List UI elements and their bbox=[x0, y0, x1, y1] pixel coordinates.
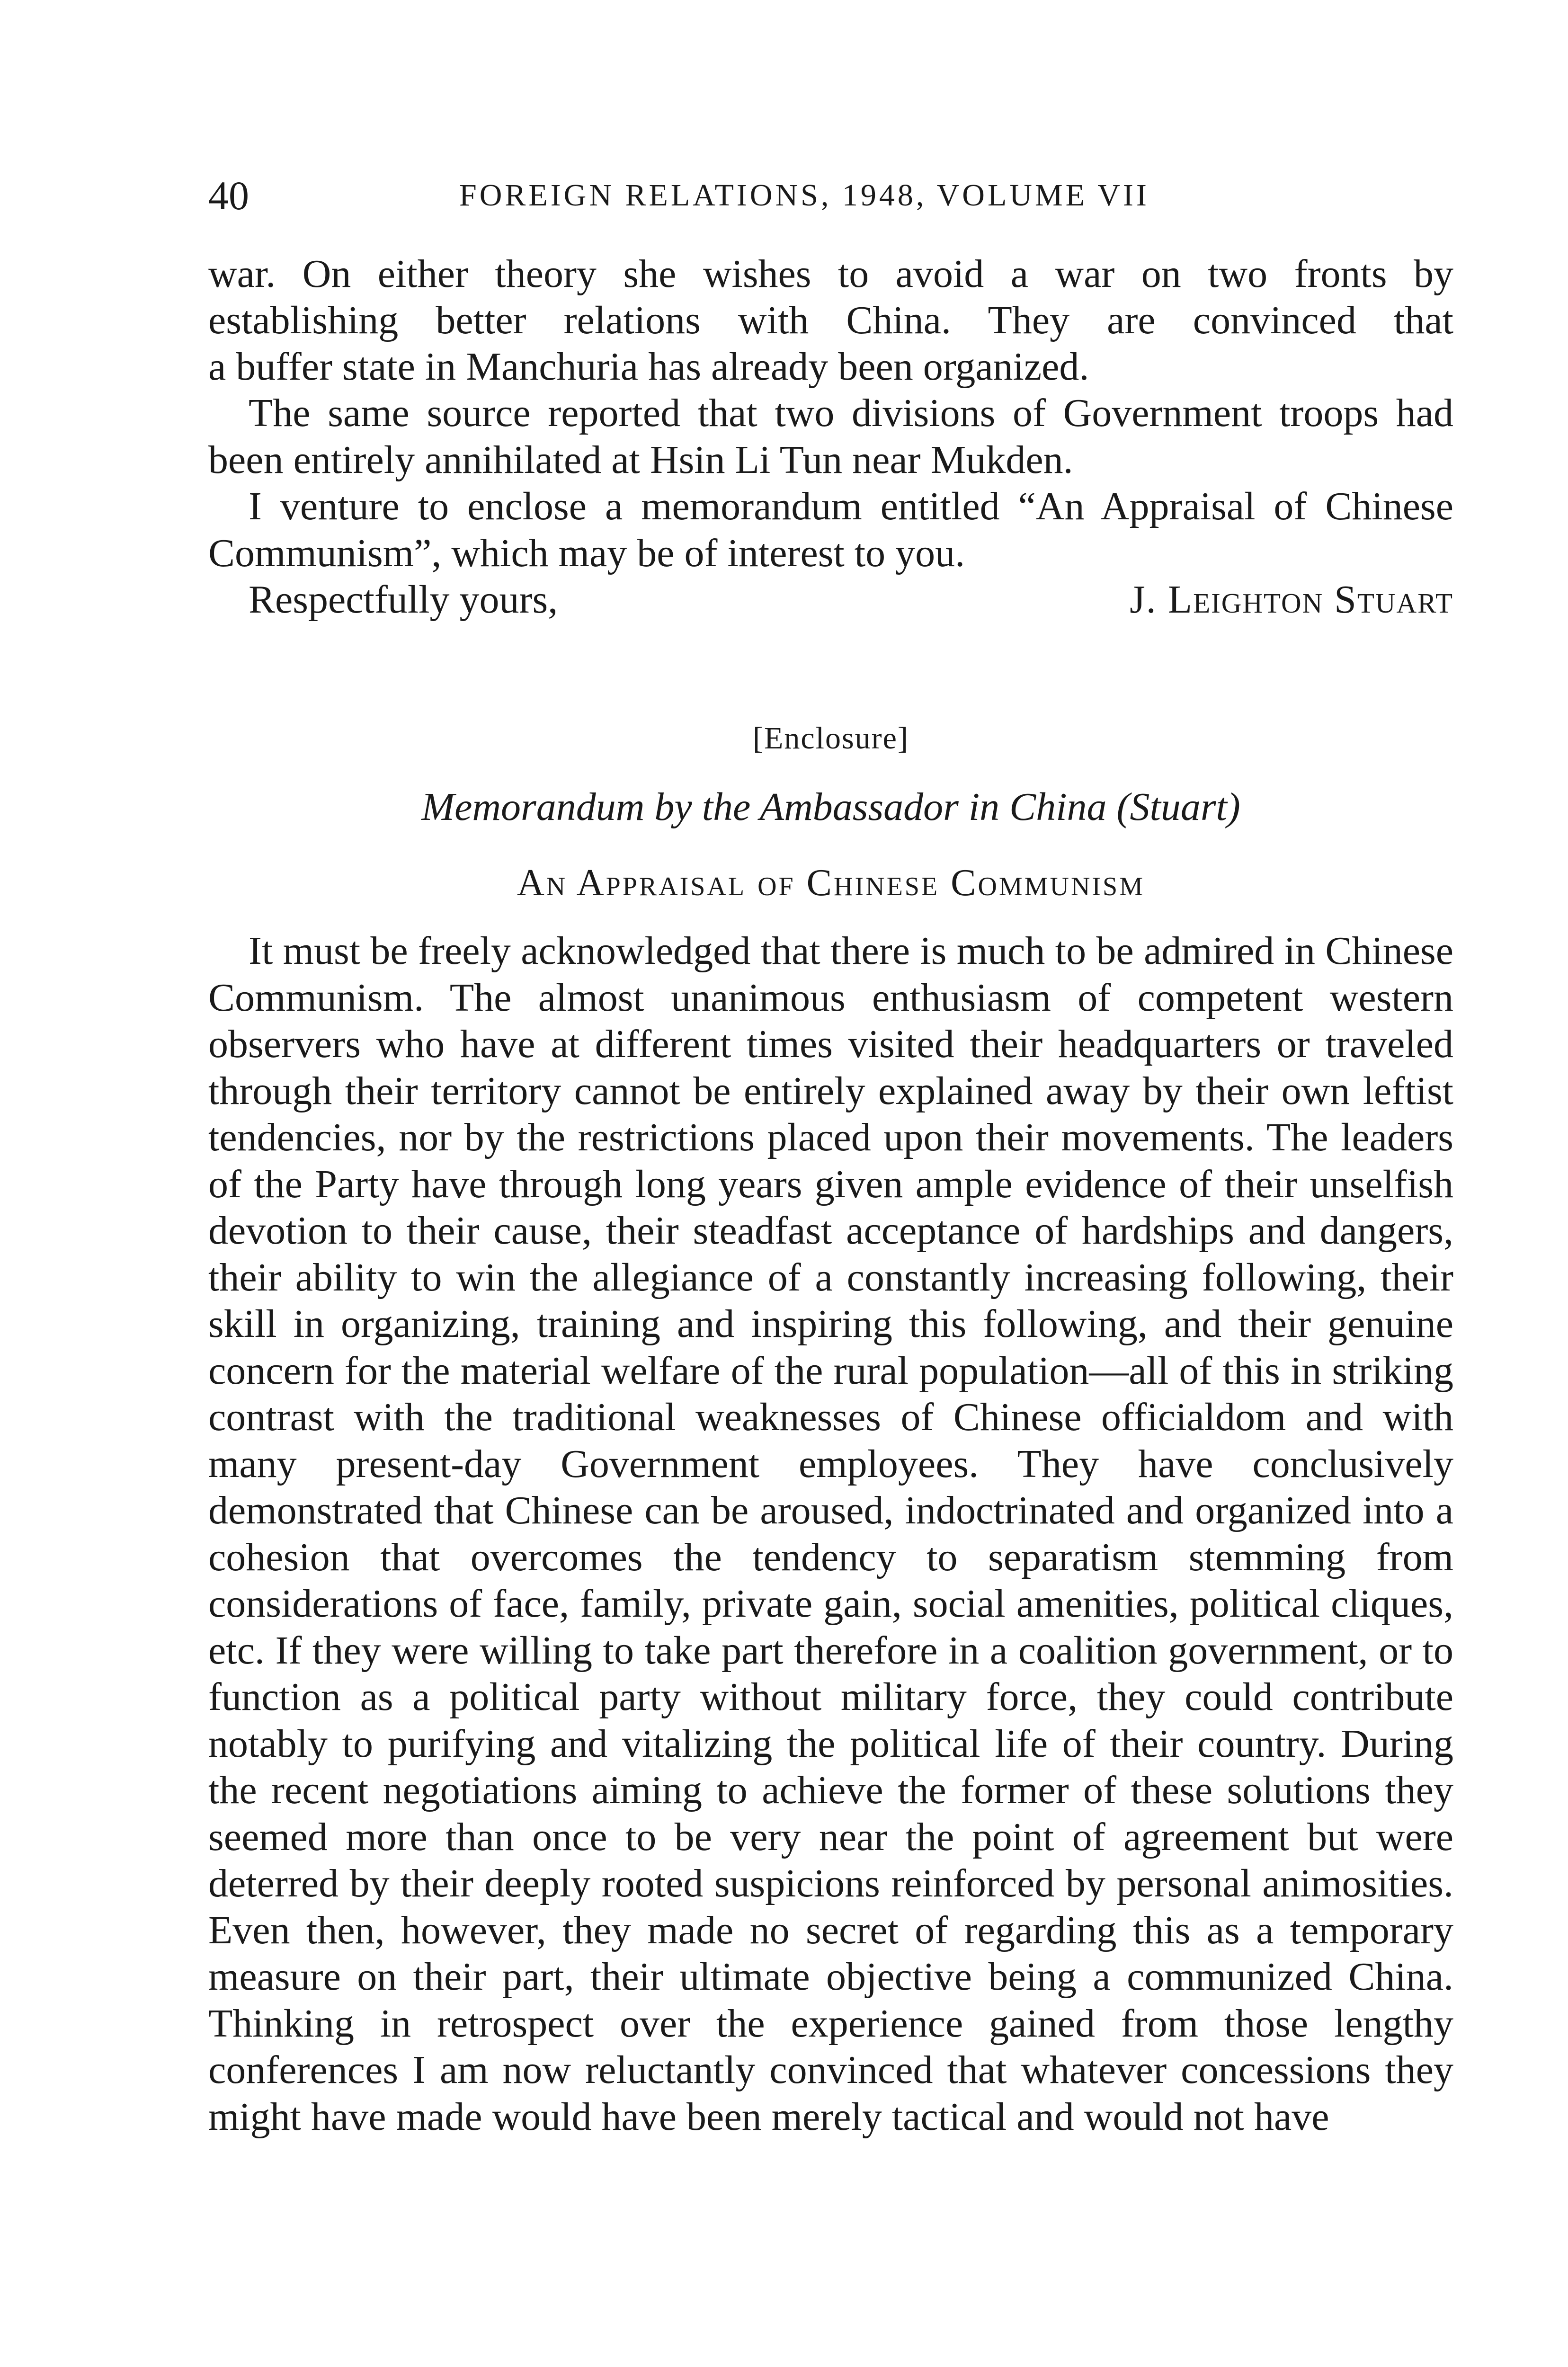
enclosure-label: [Enclosure] bbox=[753, 721, 909, 756]
letter-line-1: war. On either theory she wishes to avoid a war on two fronts by bbox=[208, 252, 1453, 296]
paragraph-text: The same source reported that two divisions of Government troops had been entirely annihilated at Hsin Li Tun near Mukden. bbox=[208, 391, 1453, 482]
page-header bbox=[208, 169, 1463, 222]
closing: Respectfully yours, bbox=[249, 578, 558, 622]
closing-row bbox=[208, 577, 1453, 623]
signature: J. Leighton Stuart bbox=[1130, 578, 1453, 622]
page-number: 40 bbox=[208, 173, 249, 218]
appraisal-title: An Appraisal of Chinese Communism bbox=[517, 862, 1145, 904]
letter-body bbox=[208, 251, 1453, 623]
memo-paragraph: It must be freely acknowledged that there is much to be admired in Chinese Communism. The almost unanimous enthusiasm of competent western observers who have at different times visited their headquarters or traveled through their territory cannot be entirely explained away by their own leftist tendencies, nor by the restrictions placed upon their movements. The leaders of the Party have through long years given ample evidence of their unselfish devotion to their cause, their steadfast acceptance of hardships and dangers, their ability to win the allegiance of a constantly increasing following, their skill in organizing, training and inspiring this following, and their genuine concern for the material welfare of the rural population—all of this in striking contrast with the traditional weaknesses of Chinese officialdom and with many present-day Government employees. They have conclusively demonstrated that Chinese can be aroused, indoctrinated and organized into a cohesion that overcomes the tendency to separatism stemming from considerations of face, family, private gain, social amenities, political cliques, etc. If they were willing to take part therefore in a coalition government, or to function as a political party without military force, they could contribute notably to purifying and vitalizing the political life of their country. During the recent negotiations aiming to achieve the former of these solutions they seemed more than once to be very near the point of agreement but were deterred by their deeply rooted suspicions reinforced by personal animosities. Even then, however, they made no secret of regarding this as a temporary measure on their part, their ultimate objective being a communized China. Thinking in retrospect over the experience gained from those lengthy conferences I am now reluctantly convinced that whatever concessions they might have made would have been merely tactical and would not have bbox=[208, 929, 1453, 2139]
letter-line-3: a buffer state in Manchuria has already been organized. bbox=[208, 345, 1089, 389]
letter-paragraph-troops bbox=[208, 390, 1453, 483]
letter-paragraph-enclose bbox=[208, 483, 1453, 577]
running-head: FOREIGN RELATIONS, 1948, VOLUME VII bbox=[459, 178, 1149, 213]
memo-body bbox=[208, 928, 1453, 2140]
paragraph-text: I venture to enclose a memorandum entitled “An Appraisal of Chinese Communism”, which may be of interest to you. bbox=[208, 484, 1453, 575]
memo-title: Memorandum by the Ambassador in China (Stuart) bbox=[421, 785, 1240, 829]
letter-line-2: establishing better relations with China. They are convinced that bbox=[208, 298, 1453, 342]
